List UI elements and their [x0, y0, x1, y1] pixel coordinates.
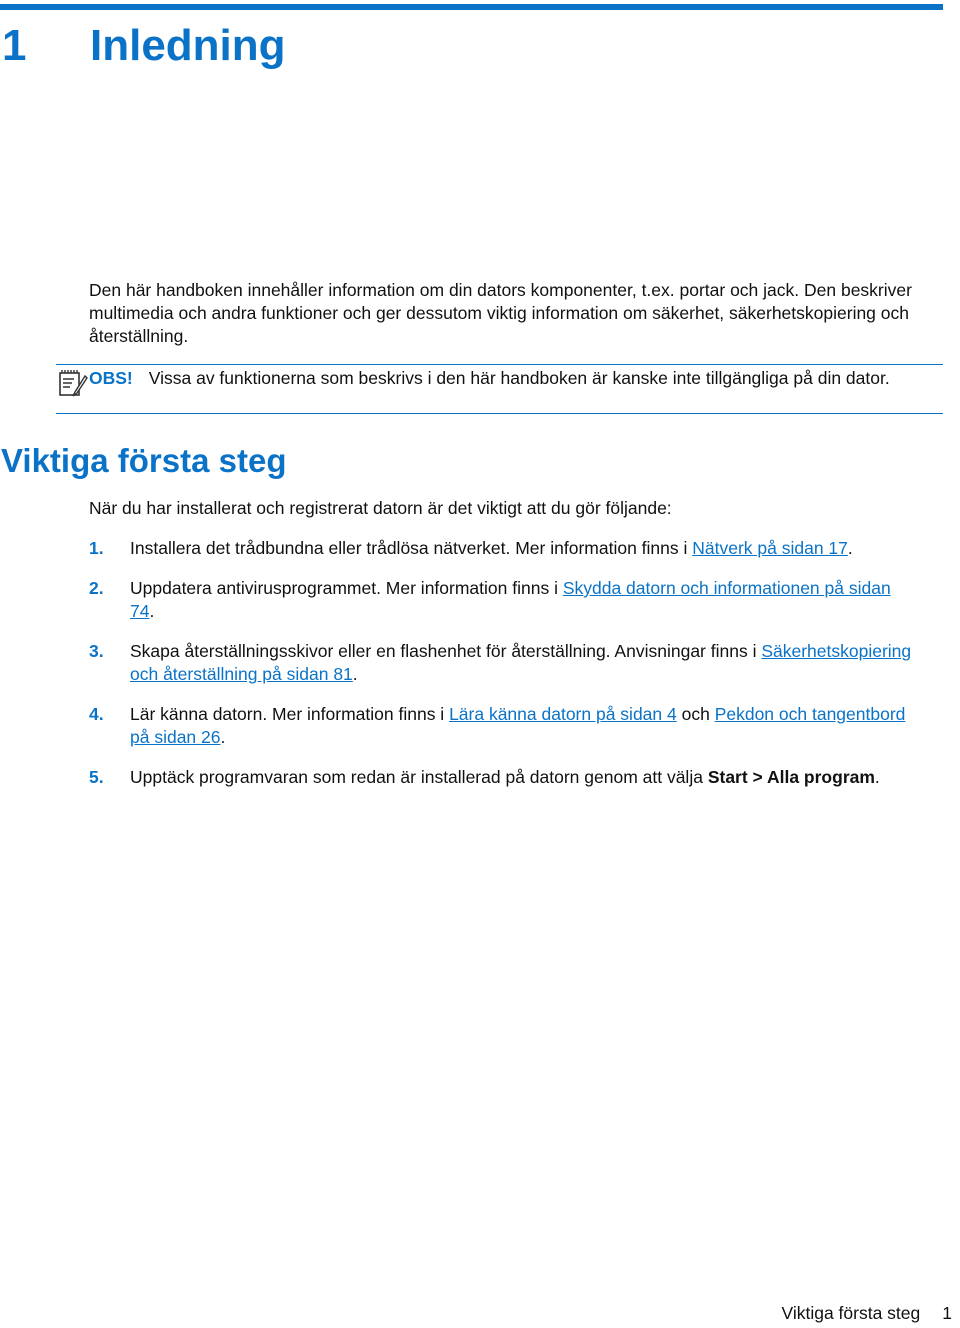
step-text-end: . — [220, 727, 226, 747]
step-number: 2. — [89, 578, 104, 598]
step-item — [89, 640, 919, 686]
section-title: Viktiga första steg — [1, 442, 287, 479]
step-text-mid: och — [676, 704, 715, 724]
link-skydda-datorn[interactable]: Skydda datorn och informationen på sidan 74 — [130, 578, 891, 621]
link-natverk[interactable]: Nätverk på sidan 17 — [692, 538, 848, 558]
link-sakerhetskopiering[interactable]: Säkerhetskopiering och återställning på sidan 81 — [130, 641, 912, 684]
link-pekdon-tangentbord[interactable]: Pekdon och tangentbord på sidan 26 — [130, 704, 906, 747]
note-box — [56, 364, 943, 414]
step-item — [89, 537, 919, 560]
chapter-title — [0, 18, 286, 74]
step-item — [89, 766, 919, 789]
step-text: Upptäck programvaran som redan är installerad på datorn genom att välja — [130, 767, 708, 787]
step-number: 4. — [89, 704, 104, 724]
note-body: Vissa av funktionerna som beskrivs i den här handboken är kanske inte tillgängliga på din dator. — [148, 368, 890, 388]
menu-path: Start > Alla program — [707, 767, 875, 787]
step-text: Uppdatera antivirusprogrammet. Mer information finns i — [130, 578, 563, 598]
note-icon — [58, 368, 88, 398]
note-label: OBS! — [89, 368, 133, 388]
step-text: Lär känna datorn. Mer information finns i — [130, 704, 450, 724]
note-text — [89, 367, 939, 390]
step-text: Skapa återställningsskivor eller en flashenhet för återställning. Anvisningar finns i — [130, 641, 762, 661]
step-text-end: . — [352, 664, 358, 684]
step-item — [89, 577, 919, 623]
chapter-title-text: Inledning — [90, 21, 286, 70]
chapter-number: 1 — [2, 21, 27, 70]
link-lara-kanna-datorn[interactable]: Lära känna datorn på sidan 4 — [449, 704, 677, 724]
footer-page-number: 1 — [942, 1303, 952, 1323]
step-number: 3. — [89, 641, 104, 661]
step-text: Installera det trådbundna eller trådlösa nätverket. Mer information finns i — [130, 538, 693, 558]
chapter-top-rule — [0, 4, 943, 10]
step-text-end: . — [874, 767, 880, 787]
section-lead: När du har installerat och registrerat datorn är det viktigt att du gör följande: — [89, 498, 672, 518]
step-text-end: . — [149, 601, 155, 621]
step-item — [89, 703, 919, 749]
step-text-end: . — [847, 538, 853, 558]
steps-list — [89, 537, 919, 806]
step-number: 5. — [89, 767, 104, 787]
footer-section: Viktiga första steg — [781, 1303, 921, 1323]
step-number: 1. — [89, 538, 104, 558]
intro-paragraph: Den här handboken innehåller information om din dators komponenter, t.ex. portar och jack. Den beskriver multimedia och andra funktioner och ger dessutom viktig information om säkerhet, säkerhetskopiering och återställning. — [89, 280, 912, 346]
page-footer — [781, 1302, 952, 1325]
